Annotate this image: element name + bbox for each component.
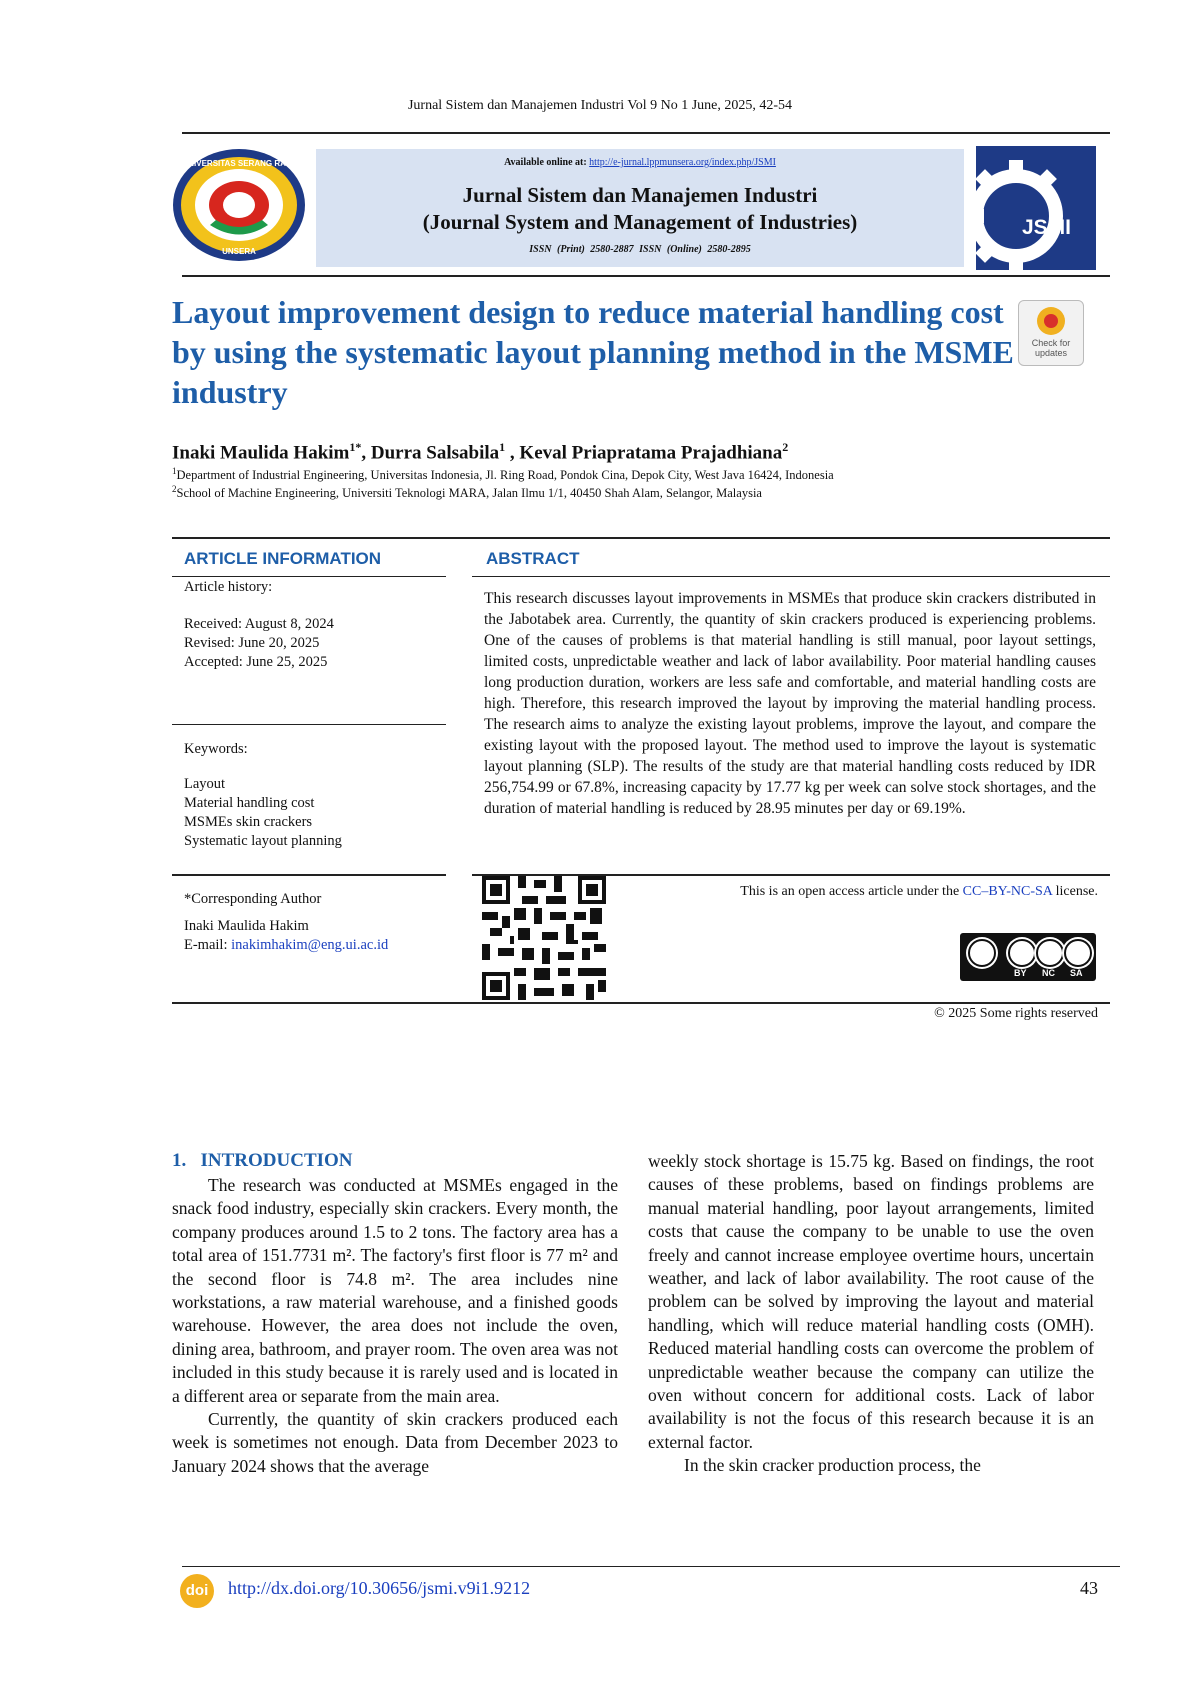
seal-text-top: UNIVERSITAS SERANG RAYA [182, 159, 296, 168]
body-paragraph: In the skin cracker production process, the [684, 1455, 981, 1476]
cc-license-badge[interactable] [960, 933, 1096, 981]
running-header: Jurnal Sistem dan Manajemen Industri Vol 9 No 1 June, 2025, 42-54 [407, 98, 793, 113]
keyword-item: Layout [184, 776, 226, 792]
corresponding-name: Inaki Maulida Hakim [184, 918, 309, 934]
affiliation [172, 466, 834, 483]
received-date: Received: August 8, 2024 [184, 616, 334, 632]
body-paragraph: Currently, the quantity of skin crackers produced each week is sometimes not enough. Data from December 2023 to January 2024 shows that the average [172, 1409, 618, 1476]
check-updates-label: Check for updates [1031, 338, 1071, 358]
keywords-rule [172, 874, 446, 876]
license-link[interactable]: CC–BY-NC-SA [962, 884, 1053, 899]
cc-label-by: BY [1014, 968, 1027, 978]
body-column-right [648, 1150, 1094, 1478]
journal-name-en: (Journal System and Management of Industries) [422, 210, 858, 234]
doi-link[interactable]: http://dx.doi.org/10.30656/jsmi.v9i1.9212 [228, 1578, 531, 1598]
check-for-updates-badge[interactable] [1018, 300, 1084, 366]
license-suffix: license. [1055, 884, 1098, 899]
body-column-left [172, 1174, 618, 1478]
cc-label-sa: SA [1070, 968, 1083, 978]
info-bottom-rule [172, 1002, 1110, 1004]
author-name: Keval Priapratama Prajadhiana [519, 442, 783, 464]
jsmi-logo [976, 146, 1096, 270]
section-number: 1. [172, 1150, 187, 1171]
article-history [184, 578, 444, 672]
journal-name-id: Jurnal Sistem dan Manajemen Industri [462, 183, 818, 207]
history-label: Article history: [184, 579, 273, 595]
doi-icon: doi [180, 1574, 214, 1608]
crossmark-icon [1037, 307, 1065, 335]
by-icon [1008, 939, 1036, 967]
accepted-date: Accepted: June 25, 2025 [184, 654, 328, 670]
abstract-heading: ABSTRACT [486, 549, 580, 568]
article-info-heading: ARTICLE INFORMATION [184, 549, 382, 568]
license-prefix: This is an open access article under the [740, 884, 960, 899]
keywords-block [184, 740, 444, 851]
seal-text-bottom: UNSERA [222, 247, 256, 256]
copyright: © 2025 Some rights reserved [934, 1006, 1098, 1021]
email-link[interactable]: inakimhakim@eng.ui.ac.id [231, 937, 389, 953]
section-heading-introduction [172, 1150, 353, 1172]
author-sup: 1* [349, 440, 362, 454]
corresponding-label: *Corresponding Author [184, 891, 322, 907]
author-list: Inaki Maulida Hakim$^{1*}$, Durra Salsabila$^1$ , Keval Priapratama Prajadhiana$^2$ [172, 440, 789, 464]
author-name: Inaki Maulida Hakim [172, 442, 350, 464]
affiliation-text: School of Machine Engineering, Universiti Teknologi MARA, Jalan Ilmu 1/1, 40450 Shah Alam, Selangor, Malaysia [176, 486, 762, 501]
header-rule [182, 132, 1110, 134]
qr-code[interactable] [482, 876, 606, 1000]
paper-title: Layout improvement design to reduce material handling cost by using the systematic layout planning method in the MSME industry [172, 294, 1014, 410]
revised-date: Revised: June 20, 2025 [184, 635, 320, 651]
available-online [316, 157, 964, 168]
author-name: Durra Salsabila [370, 442, 500, 464]
corresponding-author [184, 890, 444, 955]
affiliation-text: Department of Industrial Engineering, Universitas Indonesia, Jl. Ring Road, Pondok Cina, Depok City, West Java 16424, Indonesia [176, 468, 834, 483]
body-paragraph: The research was conducted at MSMEs engaged in the snack food industry, especially skin crackers. Every month, the company produces around 1.5 to 2 tons. The factory area has a total area of 151.7731 m². The factory's first floor is 77 m² and the second floor is 74.8 m². The area includes nine workstations, a raw material warehouse, and a finished goods warehouse. However, the area does not include the oven, dining area, bathroom, and prayer room. The oven area was not included in this study because it is rarely used and is located in a different area or separate from the main area. [172, 1175, 618, 1406]
license-statement [680, 884, 1098, 900]
footer-rule [182, 1566, 1120, 1567]
abstract-text [484, 588, 1096, 819]
nc-icon [1036, 939, 1064, 967]
journal-banner [316, 149, 964, 267]
page-number: 43 [1080, 1578, 1098, 1598]
affiliation-sup: 2 [172, 484, 177, 494]
keyword-item: Systematic layout planning [184, 833, 342, 849]
masthead-rule [182, 275, 1110, 277]
university-seal [170, 146, 308, 264]
history-rule [172, 724, 446, 725]
jsmi-logo-text: JSMI [1022, 216, 1072, 239]
available-label: Available online at: [504, 157, 587, 168]
affiliation [172, 484, 762, 501]
issn: ISSN (Print) 2580-2887 ISSN (Online) 2580-2895 [529, 244, 751, 255]
keywords-label: Keywords: [184, 741, 248, 757]
abstract-paragraph: This research discusses layout improvements in MSMEs that produce skin crackers distributed in the Jabotabek area. Currently, the quantity of skin crackers produced is experiencing problems. One of the causes of problems is that material handling is still manual, poor layout settings, limited costs, unpredictable weather and lack of labor availability. Poor material handling causes long production duration, workers are less safe and comfortable, and material handling costs are high. Therefore, this research improved the layout by improving the material handling process. The research aims to analyze the existing layout problems, improve the layout, and compare the existing layout with the proposed layout. The method used to improve the layout is systematic layout planning (SLP). The results of the study are that material handling costs reduced by IDR 256,754.99 or 67.8%, increasing capacity by 17.77 kg per week can solve stock shortages, and the duration of material handling is reduced by 28.95 minutes per day or 69.19%. [484, 590, 1096, 817]
abstract-head-rule [472, 576, 1110, 577]
journal-url-link[interactable]: http://e-jurnal.lppmunsera.org/index.php/JSMI [589, 157, 776, 168]
info-top-rule [172, 537, 1110, 539]
info-head-rule [172, 576, 446, 577]
author-sup: 1 [499, 440, 506, 454]
section-title: INTRODUCTION [200, 1150, 353, 1171]
keyword-item: Material handling cost [184, 795, 315, 811]
author-sup: 2 [782, 440, 789, 454]
cc-label-nc: NC [1042, 968, 1055, 978]
keyword-item: MSMEs skin crackers [184, 814, 313, 830]
sa-icon [1064, 939, 1092, 967]
body-paragraph: weekly stock shortage is 15.75 kg. Based on findings, the root causes of these problems, based on findings problems are manual material handling, poor layout arrangements, limited costs that cause the company to be unable to use the oven freely and cannot increase employee overtime hours, uncertain weather, and lack of labor availability. The root cause of the problem can be solved by improving the layout and material handling, which will reduce material handling costs (OMH). Reduced material handling costs can overcome the problem of unpredictable weather because the company can utilize the oven without concern for additional costs. Lack of labor availability is not the focus of this research because it is an external factor. [648, 1151, 1094, 1452]
email-label: E-mail: [184, 937, 228, 953]
cc-icon [968, 939, 996, 967]
affiliation-sup: 1 [172, 466, 177, 476]
